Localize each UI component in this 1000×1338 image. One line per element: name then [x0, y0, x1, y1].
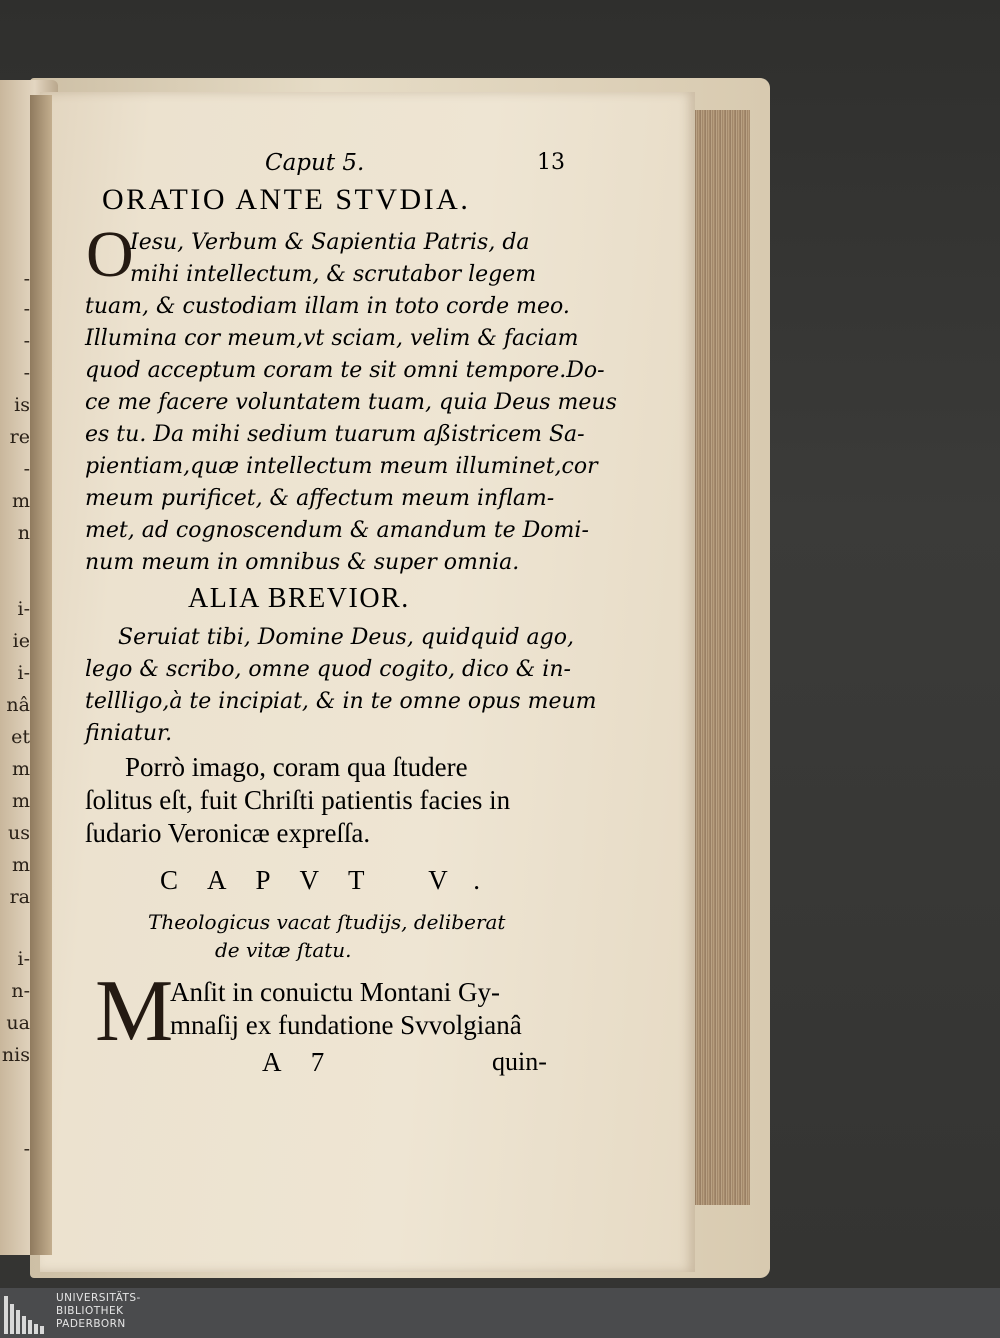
left-page-fragment: nis [1, 1044, 30, 1066]
left-page-fragment: - [23, 1138, 30, 1160]
left-page-fragment: nâ [6, 694, 30, 716]
left-page-fragment: m [11, 854, 30, 876]
prayer-line: Seruiat tibi, Domine Deus, quidquid ago, [118, 625, 574, 650]
prayer-line: mihi intellectum, & scrutabor legem [130, 262, 537, 287]
prayer-line: tuam, & custodiam illam in toto corde meo. [85, 294, 570, 319]
library-name-line: PADERBORN [56, 1318, 126, 1330]
prayer-line: met, ad cognoscendum & amandum te Domi- [85, 518, 589, 543]
chapter-subtitle-line: Theologicus vacat ſtudijs, deliberat [148, 910, 506, 934]
prayer-line: Iesu, Verbum & Sapientia Patris, da [130, 230, 530, 255]
chapter-heading: CAPVT V. [160, 865, 510, 895]
library-logo-icon [4, 1292, 48, 1334]
signature-mark: A 7 [262, 1047, 337, 1077]
prayer-line: tellligo,à te incipiat, & in te omne opus meum [85, 689, 597, 714]
left-page-fragment: - [23, 458, 30, 480]
running-head [225, 150, 565, 180]
prayer-line: num meum in omnibus & super omnia. [85, 550, 520, 575]
page-number: 13 [537, 150, 565, 175]
left-page-fragment: us [8, 822, 30, 844]
dropcap-m: M [95, 963, 174, 1060]
narrative-line: Porrò imago, coram qua ſtudere [125, 752, 468, 782]
prayer-line: pientiam,quæ intellectum meum illuminet,cor [85, 454, 598, 479]
dropcap-o: O [86, 218, 134, 291]
library-name [56, 1292, 141, 1331]
logo-bar [10, 1304, 14, 1334]
prayer-line: finiatur. [85, 721, 173, 746]
left-page-fragment: i- [17, 948, 30, 970]
library-footer [0, 1288, 1000, 1338]
narrative-line: ſudario Veronicæ expreſſa. [85, 818, 371, 848]
page-stack-edge [690, 110, 750, 1205]
narrative-line: ſolitus eſt, fuit Chriſti patientis facies in [85, 785, 511, 815]
left-page-text-fragments [0, 270, 30, 1170]
logo-bar [34, 1324, 38, 1334]
chapter-text-line: Anſit in conuictu Montani Gy- [170, 977, 500, 1007]
left-page-fragment: - [23, 330, 30, 352]
library-name-line: UNIVERSITÄTS- [56, 1292, 141, 1304]
prayer-line: Illumina cor meum,vt sciam, velim & faciam [85, 326, 579, 351]
left-page-fragment: - [23, 298, 30, 320]
prayer-line: ce me facere voluntatem tuam, quia Deus meus [85, 390, 617, 415]
prayer-line: es tu. Da mihi sedium tuarum aßistricem Sa- [85, 422, 585, 447]
library-name-line: BIBLIOTHEK [56, 1305, 124, 1317]
prayer-line: quod acceptum coram te sit omni tempore.Do- [85, 358, 605, 383]
left-page-fragment: ra [9, 886, 30, 908]
left-page-fragment: is [14, 394, 30, 416]
heading-alia-brevior: ALIA BREVIOR. [188, 583, 410, 614]
prayer-line: lego & scribo, omne quod cogito, dico & in- [85, 657, 571, 682]
left-page-fragment: n- [11, 980, 30, 1002]
logo-bar [16, 1310, 20, 1334]
catchword: quin- [492, 1047, 547, 1076]
left-page-fragment: - [23, 362, 30, 384]
logo-bar [28, 1320, 32, 1334]
running-head-title: Caput 5. [265, 150, 365, 176]
left-page-fragment: i- [17, 598, 30, 620]
logo-bar [4, 1296, 8, 1334]
chapter-subtitle-line: de vitæ ſtatu. [215, 938, 352, 962]
book-gutter [30, 95, 52, 1255]
left-page-fragment: m [11, 758, 30, 780]
left-page-fragment: et [11, 726, 30, 748]
prayer-line: meum purificet, & affectum meum inflam- [85, 486, 555, 511]
heading-oratio: ORATIO ANTE STVDIA. [102, 183, 471, 216]
left-page-fragment: m [11, 490, 30, 512]
left-page-fragment: ua [6, 1012, 30, 1034]
logo-bar [22, 1316, 26, 1334]
left-page-fragment: - [23, 268, 30, 290]
left-page-fragment: m [11, 790, 30, 812]
left-page-fragment: ie [12, 630, 30, 652]
logo-bar [40, 1326, 44, 1334]
chapter-text-line: mnaſij ex fundatione Svvolgianâ [170, 1010, 522, 1040]
left-page-fragment: n [17, 522, 30, 544]
left-page-fragment: i- [17, 662, 30, 684]
left-page-fragment: re [9, 426, 30, 448]
